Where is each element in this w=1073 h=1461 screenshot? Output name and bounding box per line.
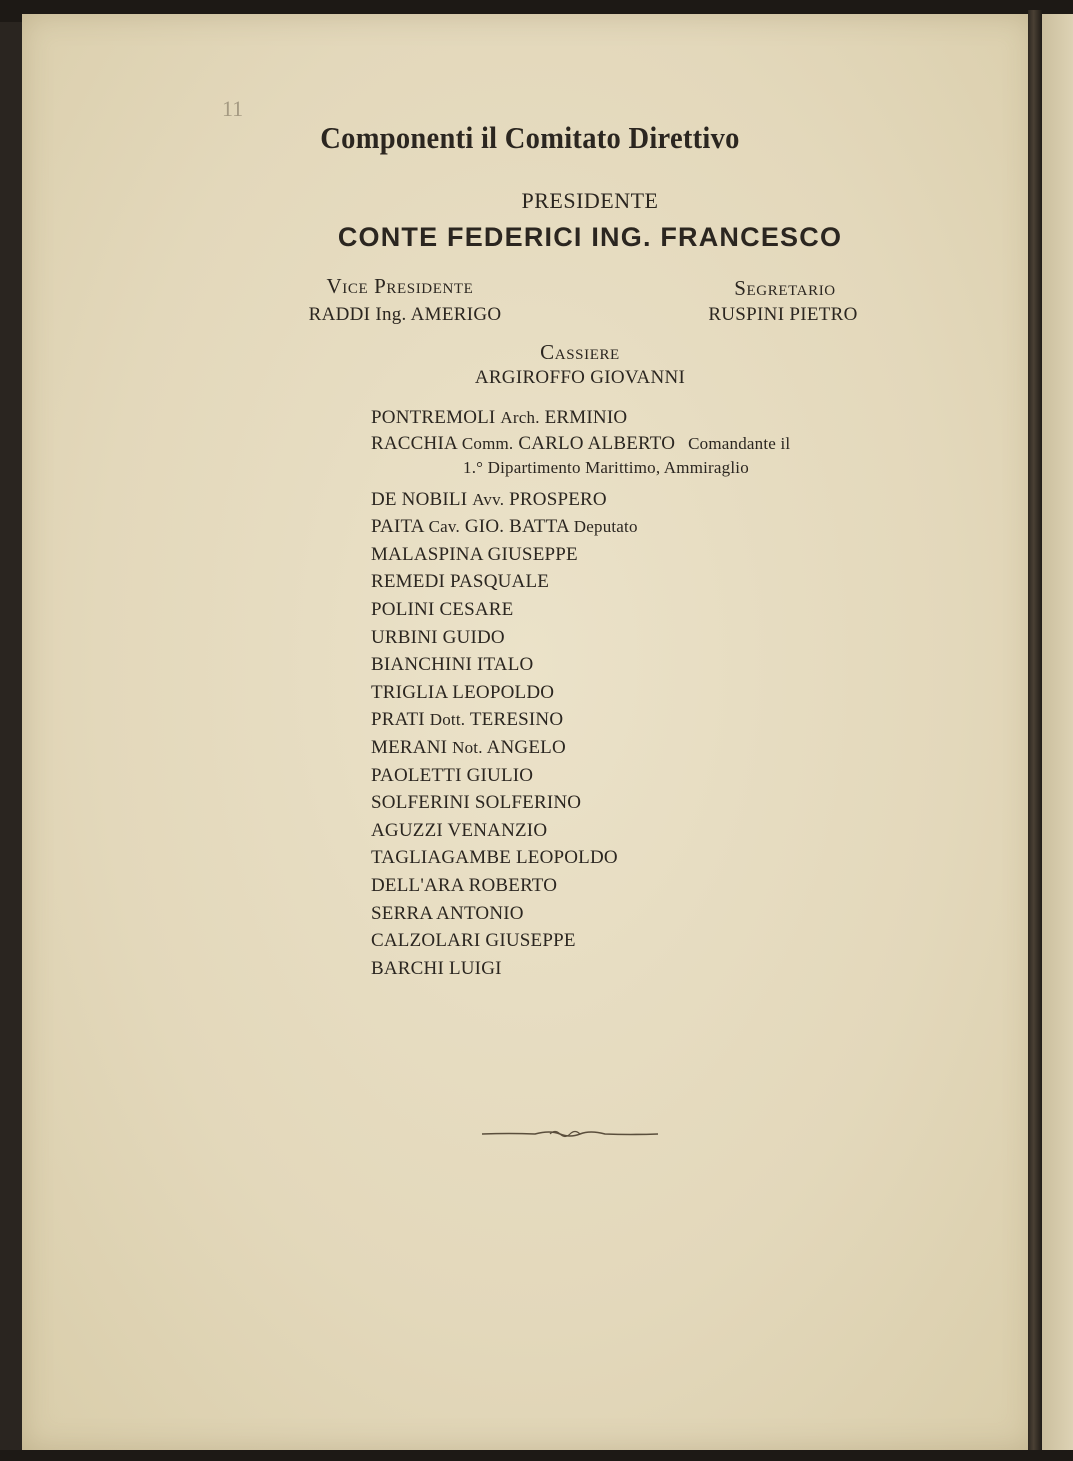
member-surname: BARCHI bbox=[371, 957, 444, 979]
member-surname: DE NOBILI bbox=[371, 488, 468, 510]
cassiere-label: Cassiere bbox=[540, 340, 620, 364]
member-surname: REMEDI bbox=[371, 571, 446, 593]
member-entry bbox=[371, 706, 790, 734]
member-title: Comm. bbox=[461, 433, 514, 453]
members-list bbox=[371, 404, 790, 982]
cassiere-name: ARGIROFFO GIOVANNI bbox=[474, 367, 686, 388]
member-given-name: ANGELO bbox=[486, 736, 566, 758]
member-entry bbox=[371, 817, 790, 845]
presidente-name: CONTE FEDERICI ING. FRANCESCO bbox=[337, 222, 843, 252]
member-title: Cav. bbox=[428, 517, 460, 537]
page-number: 11 bbox=[222, 96, 244, 121]
member-surname: SERRA bbox=[371, 902, 433, 924]
member-surname: PAOLETTI bbox=[371, 764, 462, 786]
member-entry bbox=[371, 624, 790, 652]
member-given-name: LUIGI bbox=[448, 957, 502, 979]
member-given-name: PASQUALE bbox=[449, 571, 550, 593]
member-note: Deputato bbox=[573, 517, 638, 537]
member-surname: PRATI bbox=[371, 709, 425, 731]
member-entry bbox=[371, 679, 790, 707]
vice-presidente-label: Vice Presidente bbox=[326, 274, 474, 298]
member-given-name: LEOPOLDO bbox=[452, 681, 555, 703]
member-entry bbox=[371, 568, 790, 596]
member-given-name: GIO. BATTA bbox=[464, 516, 569, 538]
member-surname: MALASPINA bbox=[371, 543, 483, 565]
member-entry bbox=[371, 541, 790, 569]
member-given-name: ROBERTO bbox=[468, 874, 558, 896]
segretario-name: RUSPINI PIETRO bbox=[708, 304, 858, 325]
member-surname: CALZOLARI bbox=[371, 930, 481, 952]
member-entry bbox=[371, 432, 790, 480]
member-surname: TAGLIAGAMBE bbox=[371, 847, 511, 869]
member-title: Avv. bbox=[472, 489, 505, 509]
member-entry bbox=[371, 651, 790, 679]
member-note-continued: 1.° Dipartimento Marittimo, Ammiraglio bbox=[463, 457, 749, 477]
member-entry bbox=[371, 900, 790, 928]
ornament-divider-icon bbox=[480, 1124, 660, 1144]
member-given-name: ITALO bbox=[476, 654, 534, 676]
member-given-name: CARLO ALBERTO bbox=[518, 432, 676, 454]
member-given-name: PROSPERO bbox=[509, 488, 607, 510]
member-given-name: GIUSEPPE bbox=[487, 543, 578, 565]
adjacent-page-edge bbox=[1042, 14, 1073, 1451]
member-entry bbox=[371, 404, 790, 432]
member-entry bbox=[371, 872, 790, 900]
member-given-name: LEOPOLDO bbox=[515, 847, 618, 869]
member-title: Dott. bbox=[429, 710, 466, 730]
member-surname: DELL'ARA bbox=[371, 874, 464, 896]
member-surname: URBINI bbox=[371, 626, 438, 648]
member-given-name: ANTONIO bbox=[436, 902, 524, 924]
member-title: Not. bbox=[452, 737, 483, 757]
member-entry bbox=[371, 927, 790, 955]
member-surname: MERANI bbox=[371, 736, 448, 758]
member-surname: AGUZZI bbox=[371, 819, 443, 841]
vice-presidente-name: RADDI Ing. AMERIGO bbox=[308, 304, 502, 325]
book-spine bbox=[1028, 10, 1042, 1455]
member-surname: PAITA bbox=[371, 516, 424, 538]
page-title: Componenti il Comitato Direttivo bbox=[320, 120, 740, 155]
member-given-name: GIUSEPPE bbox=[485, 930, 576, 952]
member-surname: SOLFERINI bbox=[371, 792, 470, 814]
member-given-name: VENANZIO bbox=[447, 819, 548, 841]
member-given-name: TERESINO bbox=[469, 709, 564, 731]
segretario-label: Segretario bbox=[734, 276, 836, 300]
member-title: Arch. bbox=[500, 408, 540, 427]
member-entry bbox=[371, 762, 790, 790]
member-given-name: GUIDO bbox=[442, 626, 505, 648]
member-surname: PONTREMOLI bbox=[371, 407, 496, 428]
member-given-name: SOLFERINO bbox=[474, 792, 582, 814]
member-surname: RACCHIA bbox=[371, 432, 457, 454]
member-given-name: ERMINIO bbox=[544, 407, 628, 428]
member-entry bbox=[371, 844, 790, 872]
member-given-name: GIULIO bbox=[466, 764, 534, 786]
member-surname: TRIGLIA bbox=[371, 681, 448, 703]
member-surname: POLINI bbox=[371, 598, 435, 620]
member-entry bbox=[371, 513, 790, 541]
member-entry bbox=[371, 789, 790, 817]
member-entry bbox=[371, 596, 790, 624]
member-surname: BIANCHINI bbox=[371, 654, 473, 676]
member-entry bbox=[371, 486, 790, 514]
presidente-label: PRESIDENTE bbox=[521, 188, 659, 213]
member-given-name: CESARE bbox=[439, 598, 514, 620]
member-note: Comandante il bbox=[688, 433, 791, 453]
member-entry bbox=[371, 734, 790, 762]
member-entry bbox=[371, 955, 790, 983]
scan-border-bottom bbox=[0, 1450, 1073, 1461]
